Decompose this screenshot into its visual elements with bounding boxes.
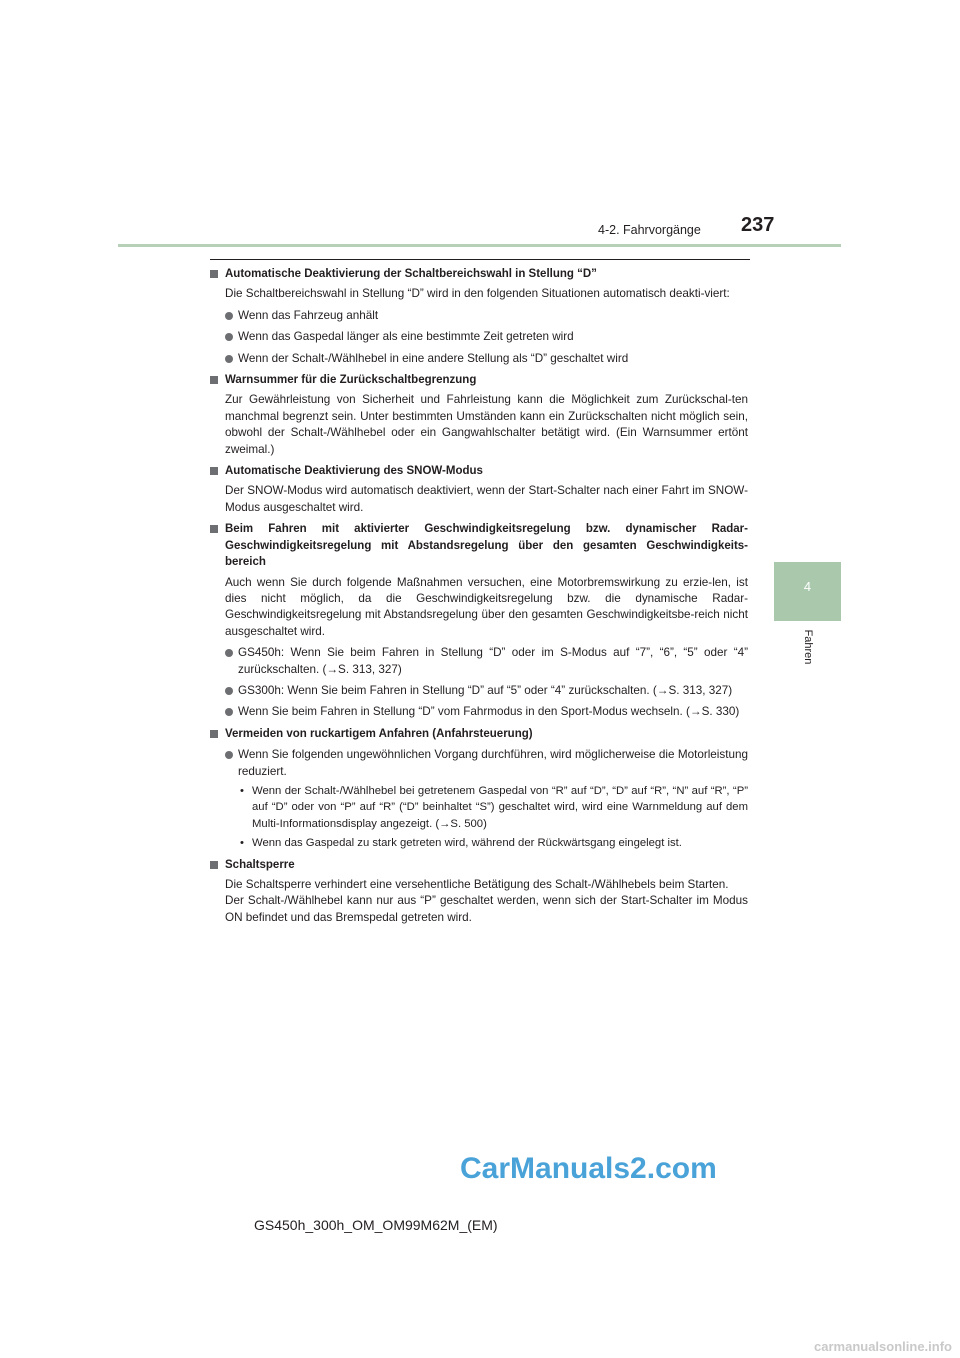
paragraph: Die Schaltbereichswahl in Stellung “D” wird in den folgenden Situationen automatisch deakti-viert: (225, 287, 730, 301)
square-bullet-icon (210, 730, 218, 738)
chapter-tab (774, 562, 841, 621)
round-bullet-icon (225, 751, 233, 759)
round-bullet-icon (225, 355, 233, 363)
paragraph: Die Schaltsperre verhindert eine versehentliche Betätigung des Schalt-/Wählhebels beim Starten. (225, 878, 729, 891)
square-bullet-icon (210, 270, 218, 278)
bullet-item: Wenn das Gaspedal länger als eine bestimmte Zeit getreten wird (210, 329, 748, 345)
sub-bullet-icon: • (240, 837, 244, 850)
chapter-label (799, 628, 817, 672)
bullet-item: Wenn Sie beim Fahren in Stellung “D” vom Fahrmodus in den Sport-Modus wechseln. (→S. 330) (210, 704, 748, 720)
round-bullet-icon (225, 687, 233, 695)
sub-item: • Wenn das Gaspedal zu stark getreten wird, während der Rückwärtsgang eingelegt ist. (210, 835, 748, 851)
square-bullet-icon (210, 467, 218, 475)
section-heading: Automatische Deaktivierung des SNOW-Modus (210, 463, 748, 479)
sub-item: • Wenn der Schalt-/Wählhebel bei getretenem Gaspedal von “R” auf “D”, “D” auf “R”, “N” auf “R”, “P” auf “D” oder von “P” auf “R” (“D” beinhaltet “S”) geschaltet wird, wird eine Warnmeldung auf dem Multi-Informationsdisplay angezeigt. (→S. 500) (240, 784, 748, 830)
square-bullet-icon (210, 525, 218, 533)
sub-bullet-icon: • (240, 784, 244, 797)
section-heading: Beim Fahren mit aktivierter Geschwindigkeitsregelung bzw. dynamischer Radar-Geschwindigkeitsregelung mit Abstandsregelung über den gesamten Geschwindigkeits-bereich (210, 521, 748, 570)
page-number: 237 (741, 214, 775, 236)
watermark-logo: CarManuals2.com (460, 1152, 717, 1185)
bullet-item: GS450h: Wenn Sie beim Fahren in Stellung “D” oder im S-Modus auf “7”, “6”, “5” oder “4” zurückschalten. (→S. 313, 327) (210, 645, 748, 678)
page-content (210, 266, 748, 926)
bullet-item: Wenn der Schalt-/Wählhebel in eine andere Stellung als “D” geschaltet wird (210, 351, 748, 367)
section-heading: Automatische Deaktivierung der Schaltbereichswahl in Stellung “D” (210, 266, 748, 282)
section-heading: Vermeiden von ruckartigem Anfahren (Anfahrsteuerung) (210, 726, 748, 742)
footer-model-code: GS450h_300h_OM_OM99M62M_(EM) (254, 1217, 498, 1233)
square-bullet-icon (210, 861, 218, 869)
section-title: 4-2. Fahrvorgänge (598, 223, 701, 237)
content-rule (210, 259, 750, 260)
paragraph: Zur Gewährleistung von Sicherheit und Fahrleistung kann die Möglichkeit zum Zurückschal-ten manchmal begrenzt sein. Unter bestimmten Umständen kann ein Zurückschalten nicht möglich sein, obwohl der Schalt-/Wählhebel oder ein Gangwahlschalter betätigt wird. (Ein Warnsummer ertönt zweimal.) (225, 393, 748, 456)
bullet-item: GS300h: Wenn Sie beim Fahren in Stellung “D” auf “5” oder “4” zurückschalten. (→S. 313, 327) (210, 683, 748, 699)
paragraph: Der SNOW-Modus wird automatisch deaktiviert, wenn der Start-Schalter nach einer Fahrt im SNOW-Modus ausgeschaltet wird. (225, 484, 748, 514)
section-heading: Warnsummer für die Zurückschaltbegrenzung (210, 372, 748, 388)
header-rule (118, 244, 841, 247)
round-bullet-icon (225, 333, 233, 341)
chapter-name: Fahren (802, 629, 814, 665)
paragraph: Der Schalt-/Wählhebel kann nur aus “P” geschaltet werden, wenn sich der Start-Schalter im Modus ON befindet und das Bremspedal getreten wird. (225, 894, 748, 924)
round-bullet-icon (225, 649, 233, 657)
watermark-footer: carmanualsonline.info (814, 1339, 952, 1354)
bullet-item: Wenn Sie folgenden ungewöhnlichen Vorgang durchführen, wird möglicherweise die Motorleistung reduziert. (210, 747, 748, 780)
section-heading: Schaltsperre (210, 857, 748, 873)
chapter-number: 4 (803, 579, 812, 594)
round-bullet-icon (225, 708, 233, 716)
round-bullet-icon (225, 312, 233, 320)
square-bullet-icon (210, 376, 218, 384)
paragraph: Auch wenn Sie durch folgende Maßnahmen versuchen, eine Motorbremswirkung zu erzie-len, ist dies nicht möglich, da die Geschwindigkeitsregelung bzw. die dynamische Radar-Geschwindigkeitsregelung mit Abstandsregelung über den gesamten Geschwindigkeitsbe-reich nicht ausgeschaltet wird. (225, 575, 748, 638)
bullet-item: Wenn das Fahrzeug anhält (210, 308, 748, 324)
